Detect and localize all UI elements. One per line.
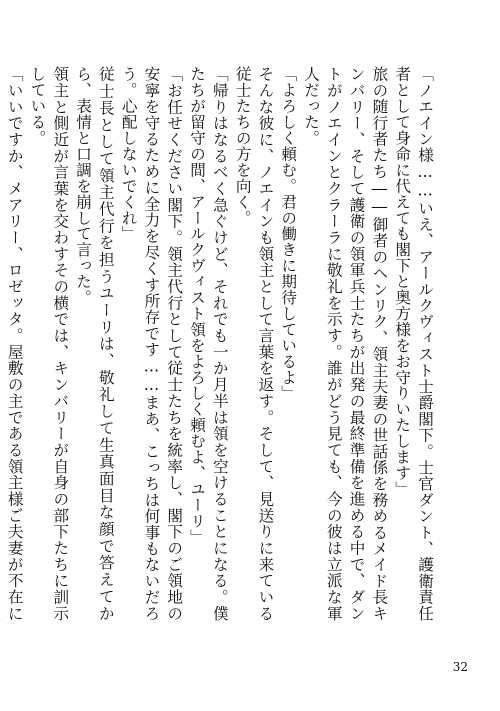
paragraph: 「よろしく頼む。君の働きに期待しているよ」 <box>279 66 298 401</box>
paragraph: 従士長として領主代行を担うユーリは、敬礼して生真面目な顔で答えてから、表情と口調を崩して言った。 <box>74 66 115 621</box>
paragraph: 「お任せください閣下。領主代行として従士たちを統率し、閣下のご領地の安寧を守るために全力を尽くす所存です……まあ、こっちは何事もないだろう。心配しないでくれ」 <box>119 66 184 621</box>
page-number: 32 <box>452 660 468 674</box>
paragraph: そんな彼に、ノエインも領主として言葉を返す。そして、見送りに来ている従士たちの方を向く。 <box>233 66 275 621</box>
paragraph: 「帰りはなるべく急ぐけど、それでも一か月半は領を空けることになる。僕たちが留守の間、アールクヴィスト領をよろしく頼むよ、ユーリ」 <box>188 66 229 621</box>
paragraph: 旅の随行者たち――御者のヘンリク、領主夫妻の世話係を務めるメイド長キンバリー、そして護衛の領軍兵士たちが出発の最終準備を進める中で、ダントがノエインとクラーラに敬礼を示す。誰がどう見ても、今の彼は立派な軍人だった。 <box>302 66 389 621</box>
vertical-text-body <box>5 66 436 621</box>
paragraph: 「ノエイン様……いえ、アールクヴィスト士爵閣下。士官ダント、護衛責任者として身命に代えても閣下と奥方様をお守りいたします」 <box>393 66 434 621</box>
paragraph: 領主と側近が言葉を交わすその横では、キンバリーが自身の部下たちに訓示している。 <box>28 66 70 621</box>
paragraph: 「いいですか、メアリー、ロゼッタ。屋敷の主である領主様ご夫妻が不在に <box>5 66 24 621</box>
